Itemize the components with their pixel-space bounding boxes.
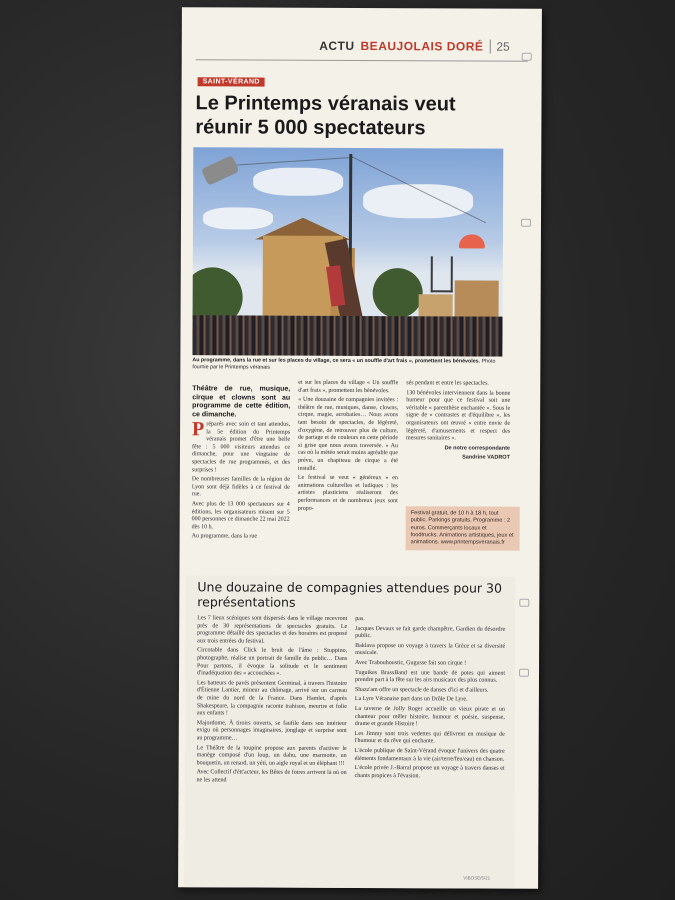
photo-caption: [192, 357, 502, 372]
rope-line: [223, 157, 353, 167]
article-lead: Théâtre de rue, musique, cirque et clowns sont au programme de cette édition, ce dimanche.: [192, 385, 291, 418]
margin-mark: [519, 669, 529, 677]
margin-mark: [521, 219, 531, 227]
secondary-column-1: [197, 615, 348, 787]
secondary-headline: Une douzaine de compagnies attendues pour 30 représentations: [197, 579, 502, 610]
paragraph: Avec Trabouhoustic, Gugusse fait son cirque !: [355, 659, 467, 667]
paragraph: Le festival se veut « généreux » en animations culturelles et ludiques : les artistes plasticiens réaliseront des performances et de nombreux jeux sont propo-: [297, 474, 398, 512]
article-headline: Le Printemps véranais veut réunir 5 000 spectateurs: [195, 92, 456, 140]
crowd: [192, 315, 502, 356]
page-header: [182, 35, 542, 57]
paragraph: Circotable dans Click le bruit de l'âme : Stuppino, photographe, réalise un portrait de famille du public… Dans Pour partons, il évoque la solitude et le sentiment d'inadéquation des « accouchées ».: [197, 647, 348, 677]
byline-author: Sandrine VADROT: [462, 454, 510, 461]
header-divider: [196, 59, 528, 61]
margin-mark: [522, 53, 532, 61]
paragraph: Les batteurs de pavés présentent Germinal, à travers l'histoire d'Étienne Lantier, mineur au chômage, arrivé sur un carreau de mine du nord de la France. Dans Hamlet, d'après Shakespeare, la compagnie raconte trahison, meurtre et folie aux enfants !: [196, 680, 347, 717]
paragraph: sés pendant et entre les spectacles.: [406, 380, 489, 387]
caption-credit: Photo fournie par le Printemps véranais: [192, 358, 496, 371]
paragraph: Tuguikes BrassBand est une bande de potes qui aiment prendre part à la fête sur les airs musicaux des plus connus.: [354, 669, 506, 684]
hanging-chair: [431, 256, 453, 292]
paragraph: Shazz'am offre un spectacle de danses d'ici et d'ailleurs.: [354, 686, 489, 694]
paragraph: « Une douzaine de compagnies invitées : théâtre de rue, musiques, danse, clowns, cirque, magie, acrobaties… Nous avons tant besoin de spectacles, de légèreté, d'oxygène, de retrouver plus de culture, de partage et de couleurs en cette période si grise que nous avons traversée. » Au cas où la météo serait moins agréable que prévu, un chapiteau de cirque a été installé.: [297, 396, 399, 472]
cloud-shape: [253, 168, 343, 196]
brand-label: BEAUJOLAIS DORÉ: [360, 38, 484, 54]
secondary-column-2: [355, 616, 506, 783]
paragraph: L'école privée J.-Barral propose un voyage à travers danses et chants propices à l'évasion.: [354, 765, 505, 779]
paragraph: Baklava propose un voyage à travers la Grèce et sa diversité musicale.: [355, 642, 506, 657]
secondary-article: [184, 575, 515, 888]
paragraph: Les Jimmy sont trois vedettes qui délivrent en musique de l'humour et du rêve qui enchante.: [354, 730, 505, 745]
paragraph: Majordome, À tiroirs ouverts, se faufile dans son intérieur exigu où personnages imaginaires, jonglage et surprise sont au programme…: [196, 720, 347, 742]
drop-cap: P: [192, 418, 205, 441]
article-column-1: [192, 385, 291, 543]
paragraph: Avec plus de 13 000 spectateurs sur 4 éditions, les organisateurs misent sur 5 000 personnes ce dimanche 22 mai 2022 dès 10 h.: [191, 501, 290, 531]
paragraph: 130 bénévoles interviennent dans la bonne humeur pour que ce festival soit une véritable « parenthèse enchantée ». Sous le signe de « contrastes et d'équilibre », les organisateurs ont œuvré « entre envie de légèreté, d'amusements et respect des mesures sanitaires ».: [406, 389, 511, 442]
print-code: VIBOSE/5/21: [463, 875, 491, 881]
article-column-3: [406, 380, 510, 464]
paragraph: pas.: [355, 615, 365, 623]
hanging-umbrella: [459, 234, 485, 248]
paragraph-text: réparés avec soin et tant attendus, la 5e édition du Printemps véranais promet d'être une belle fête : 5 000 visiteurs attendus ce dimanche, pour une vingtaine de spectacles de rue programmés, et des surprises !: [191, 421, 291, 473]
paragraph: Le Théâtre de la toupine propose aux parents d'activer le manège composé d'un loup, un dahu, une marmotte, un bouquetin, un renard, un yéti, un aigle royal et un éléphant !!!: [196, 744, 347, 767]
tree-shape: [373, 268, 423, 318]
byline-intro: De notre correspondante: [444, 445, 511, 452]
article-column-2: [298, 380, 399, 516]
paragraph: Au programme, dans la rue: [191, 533, 258, 540]
section-label: ACTU: [319, 38, 355, 53]
paragraph: De nombreuses familles de la région de Lyon sont déjà fidèles à ce festival de rue.: [191, 476, 290, 498]
paragraph: La Lyre Véranaise part dans un Drôle De Lyre.: [354, 696, 468, 703]
paragraph: [191, 418, 291, 475]
newspaper-clipping: [178, 7, 542, 889]
paragraph: La taverne de Jolly Roger accueille un vieux pirate et un chanteur pour mêler histoire, humour et poésie, suspense, drame et grande Histoire !: [354, 705, 505, 728]
caption-text: Au programme, dans la rue et sur les places du village, ce sera « un souffle d'art frais », promettent les bénévoles.: [192, 357, 481, 365]
aerial-puppet: [201, 155, 239, 186]
paragraph: Jacques Devaux se fait garde champêtre, Gardien du désordre public.: [355, 625, 506, 640]
location-kicker: SAINT-VÉRAND: [198, 77, 265, 86]
page-number: 25: [489, 40, 509, 54]
paragraph: et sur les places du village « Un souffle d'art frais », promettent les bénévoles.: [298, 379, 399, 394]
paragraph: Les 7 lieux scéniques sont dispersés dans le village recevront près de 30 représentations de spectacles gratuits. Le programme détaillé des spectacles et des horaires est proposé aux trois entrées du festival.: [197, 615, 348, 645]
article-photo: [192, 147, 503, 356]
margin-mark: [519, 599, 529, 607]
paragraph: L'école publique de Saint-Vérand évoque l'univers des quatre éléments fondamentaux à la vie (air/terre/feu/eau) en chanson.: [354, 747, 505, 763]
paragraph: Avec Collectif d'étt'acteur, les Bêtes de foires arrivent là où on ne les attend: [196, 769, 347, 784]
practical-info-box: Festival gratuit, de 10 h à 18 h, tout public. Parkings gratuits. Programme : 2 euros. Commerçants locaux et foodtrucks. Animations artistiques, jeux et animations. www.printempsveranais.fr: [406, 506, 520, 551]
